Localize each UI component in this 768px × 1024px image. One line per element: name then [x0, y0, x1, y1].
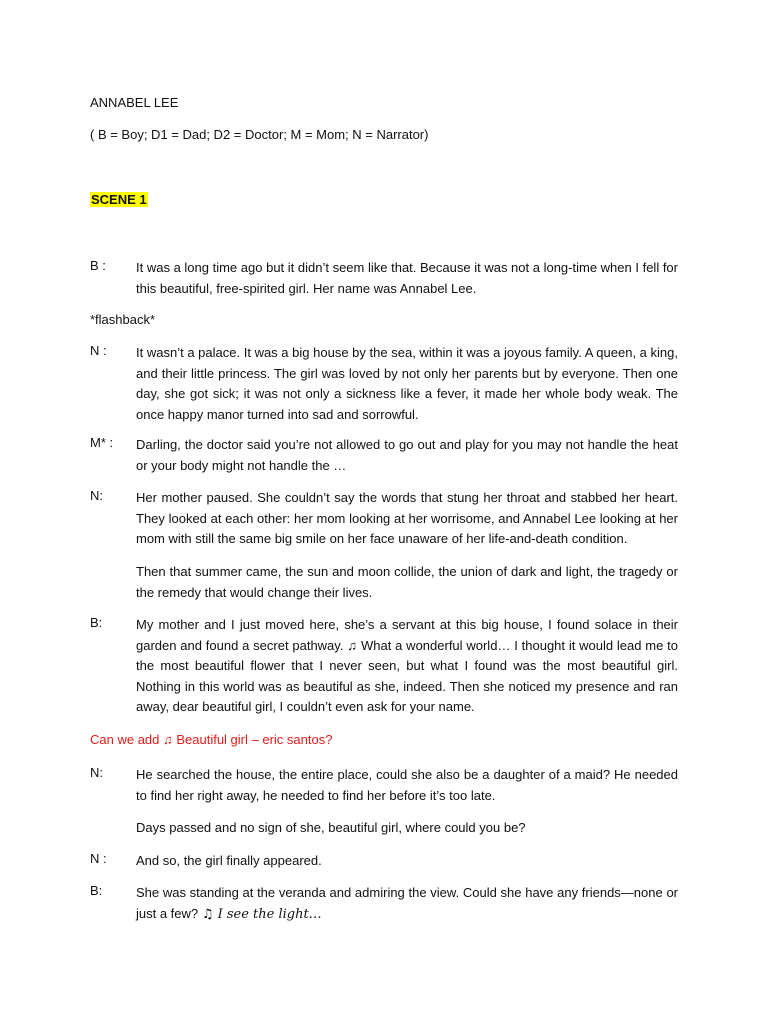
- document-title: ANNABEL LEE: [90, 95, 179, 110]
- speaker-label: N:: [90, 488, 103, 503]
- dialogue-text: He searched the house, the entire place, could she also be a daughter of a maid? He needed to find her right away, he needed to find her before it’s too late.: [136, 767, 678, 803]
- character-legend: ( B = Boy; D1 = Dad; D2 = Doctor; M = Mom; N = Narrator): [90, 127, 429, 142]
- speaker-label: N:: [90, 765, 103, 780]
- song-cue: ♫ I see the light…: [201, 906, 322, 922]
- dialogue-text: My mother and I just moved here, she’s a servant at this big house, I found solace in their garden and found a secret pathway. ♫ What a wonderful world… I thought it would lead me to the most beautiful flower that I never seen, but what I found was the most beautiful girl. Nothing in this world was as beautiful as she, indeed. Then she noticed my presence and ran away, dear beautiful girl, I couldn’t even ask for your name.: [136, 617, 678, 714]
- speaker-label: M* :: [90, 435, 114, 450]
- dialogue-text: It was a long time ago but it didn’t seem like that. Because it was not a long-time when I fell for this beautiful, free-spirited girl. Her name was Annabel Lee.: [136, 260, 678, 296]
- dialogue-text: Then that summer came, the sun and moon collide, the union of dark and light, the tragedy or the remedy that would change their lives.: [136, 564, 678, 600]
- song-note: Can we add ♫ Beautiful girl – eric santos?: [90, 732, 333, 747]
- speaker-label: N :: [90, 851, 107, 866]
- speaker-label: B:: [90, 615, 103, 630]
- scene-heading: SCENE 1: [91, 192, 147, 207]
- speaker-label: B:: [90, 883, 103, 898]
- speaker-label: N :: [90, 343, 107, 358]
- dialogue-text: [136, 883, 678, 925]
- speaker-label: B :: [90, 258, 106, 273]
- dialogue-text: Her mother paused. She couldn’t say the words that stung her throat and stabbed her heart. They looked at each other: her mom looking at her worrisome, and Annabel Lee looking at her mom with still the same big smile on her face unaware of her life-and-death condition.: [136, 490, 678, 546]
- dialogue-text: It wasn’t a palace. It was a big house by the sea, within it was a joyous family. A queen, a king, and their little princess. The girl was loved by not only her parents but by everyone. Then one day, she got sick; it was not only a sickness like a fever, it made her whole body weak. The once happy manor turned into sad and sorrowful.: [136, 345, 678, 422]
- dialogue-text: Days passed and no sign of she, beautiful girl, where could you be?: [136, 820, 526, 835]
- flashback-cue: *flashback*: [90, 312, 156, 327]
- dialogue-text: And so, the girl finally appeared.: [136, 853, 322, 868]
- dialogue-text-main: She was standing at the veranda and admiring the view. Could she have any friends—none or just a few?: [136, 885, 678, 921]
- dialogue-text: Darling, the doctor said you’re not allowed to go out and play for you may not handle the heat or your body might not handle the …: [136, 437, 678, 473]
